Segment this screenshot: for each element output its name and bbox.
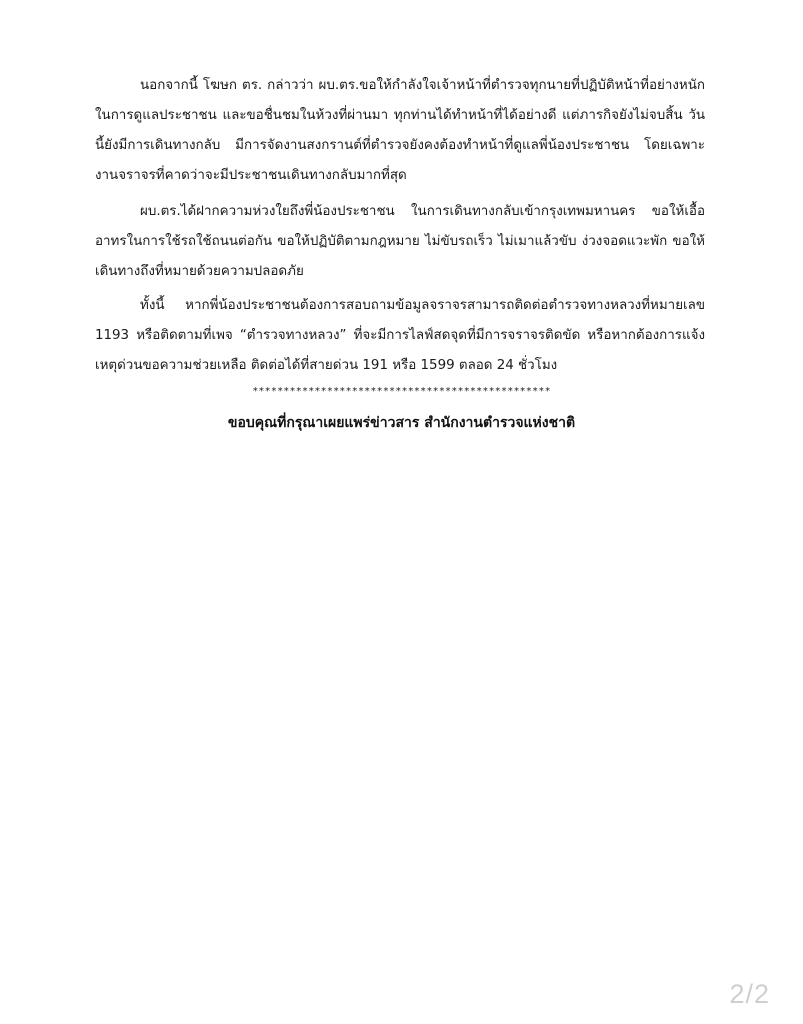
paragraph-travel-safety: ผบ.ตร.ได้ฝากความห่วงใยถึงพี่น้องประชาชน ในการเดินทางกลับเข้ากรุงเทพมหานคร ขอให้เอื้ออาทรในการใช้รถใช้ถนนต่อกัน ขอให้ปฏิบัติตามกฎหมาย ไม่ขับรถเร็ว ไม่เมาแล้วขับ ง่วงจอดแวะพัก ขอให้เดินทางถึงที่หมายด้วยความปลอดภัย — [95, 204, 705, 279]
paragraph-police-encouragement: นอกจากนี้ โฆษก ตร. กล่าวว่า ผบ.ตร.ขอให้กำลังใจเจ้าหน้าที่ตำรวจทุกนายที่ปฏิบัติหน้าที่อย่างหนักในการดูแลประชาชน และขอชื่นชมในห้วงที่ผ่านมา ทุกท่านได้ทำหน้าที่ได้อย่างดี แต่ภารกิจยังไม่จบสิ้น วันนี้ยังมีการเดินทางกลับ มีการจัดงานสงกรานต์ที่ตำรวจยังคงต้องทำหน้าที่ดูแลพี่น้องประชาชน โดยเฉพาะงานจราจรที่คาดว่าจะมีประชาชนเดินทางกลับมากที่สุด — [95, 78, 705, 183]
separator-line: ************************************************ — [252, 386, 551, 397]
page-number: 2/2 — [729, 979, 770, 1009]
closing-line: ขอบคุณที่กรุณาเผยแพร่ข่าวสาร สำนักงานตำรวจแห่งชาติ — [227, 415, 576, 431]
paragraph-hotline-info: ทั้งนี้ หากพี่น้องประชาชนต้องการสอบถามข้อมูลจราจรสามารถติดต่อตำรวจทางหลวงที่หมายเลข 1193 หรือติดตามที่เพจ “ตำรวจทางหลวง” ที่จะมีการไลฟ์สดจุดที่มีการจราจรติดขัด หรือหากต้องการแจ้งเหตุด่วนขอความช่วยเหลือ ติดต่อได้ที่สายด่วน 191 หรือ 1599 ตลอด 24 ชั่วโมง — [95, 298, 705, 373]
